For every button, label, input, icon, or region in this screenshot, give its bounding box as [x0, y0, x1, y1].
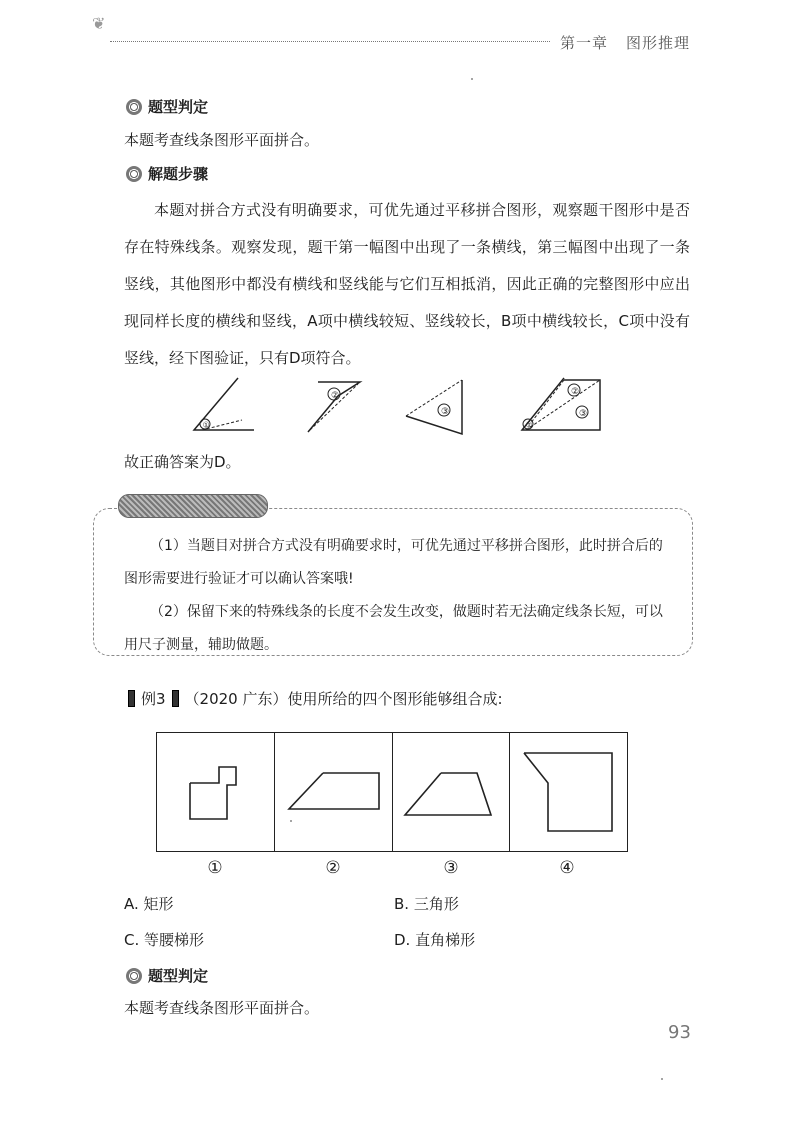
header-rule [110, 41, 550, 42]
tip-1 [124, 530, 672, 596]
type-description-2 [124, 990, 690, 1027]
running-header [560, 32, 690, 53]
figure-cell-3 [392, 733, 510, 851]
section-heading-text: 题型判定 [148, 98, 209, 116]
example-mark-left-icon [128, 690, 135, 707]
example-source: （2020 广东） [184, 690, 288, 708]
option-a[interactable]: A. 矩形 [124, 895, 174, 913]
tip-1-text: （1）当题目对拼合方式没有明确要求时，可优先通过平移拼合图形，此时拼合后的图形需要进行验证才可以确认答案哦! [124, 538, 663, 587]
option-d[interactable]: D. 直角梯形 [394, 931, 476, 949]
mini-figure-3 [406, 380, 462, 434]
section-bullet-icon [126, 166, 142, 182]
figure-label-2: ② [325, 858, 341, 878]
figure-4-shape [510, 733, 627, 851]
section-bullet-icon [126, 99, 142, 115]
mini-figure-2 [308, 382, 360, 432]
figure-cell-4 [509, 733, 627, 851]
figure-label-1: ① [207, 858, 223, 878]
example-label: 例3 [141, 690, 166, 708]
mini-label-3: ③ [441, 407, 450, 417]
section-heading-text: 题型判定 [148, 967, 209, 985]
conclusion [124, 444, 690, 481]
scan-speck [290, 820, 292, 822]
verification-figures [190, 372, 610, 442]
example-mark-right-icon [172, 690, 179, 707]
mini-label-4: ① [525, 420, 533, 430]
type-description [124, 122, 690, 159]
chapter-label: 第一章 [559, 34, 608, 52]
mini-figure-1 [194, 378, 254, 430]
section-heading-steps [126, 163, 208, 184]
example-question: 使用所给的四个图形能够组合成: [287, 690, 503, 708]
mini-label-5: ② [571, 387, 580, 397]
corner-ornament-icon: ❦ [92, 14, 106, 33]
mini-figure-combined [522, 378, 600, 430]
scan-speck [661, 1078, 663, 1080]
figure-2-shape [275, 733, 392, 851]
page-number: 93 [668, 1022, 691, 1043]
type-description-2-text: 本题考查线条图形平面拼合。 [124, 999, 320, 1017]
section-heading-type [126, 96, 208, 117]
mini-label-1: ① [202, 420, 210, 430]
option-b[interactable]: B. 三角形 [394, 895, 459, 913]
type-description-text: 本题考查线条图形平面拼合。 [124, 131, 320, 149]
solution-text: 本题对拼合方式没有明确要求，可优先通过平移拼合图形，观察题干图形中是否存在特殊线条。观察发现，题干第一幅图中出现了一条横线，第三幅图中出现了一条竖线，其他图形中都没有横线和竖线能与它们互相抵消，因此正确的完整图形中应出现同样长度的横线和竖线，A项中横线较短、竖线较长，B项中横线较长，C项中没有竖线，经下图验证，只有D项符合。 [124, 201, 690, 367]
tips-banner-icon [118, 494, 268, 518]
tip-2 [124, 596, 672, 662]
chapter-title: 图形推理 [625, 34, 690, 52]
option-c[interactable]: C. 等腰梯形 [124, 931, 205, 949]
figure-cell-1 [157, 733, 274, 851]
solution-paragraph [124, 192, 690, 377]
conclusion-text: 故正确答案为D。 [124, 453, 241, 471]
tip-2-text: （2）保留下来的特殊线条的长度不会发生改变，做题时若无法确定线条长短，可以用尺子测量，辅助做题。 [124, 604, 663, 653]
figure-1-shape [157, 733, 274, 851]
question-figure-grid [156, 732, 628, 852]
figure-label-3: ③ [443, 858, 459, 878]
section-heading-text: 解题步骤 [148, 165, 209, 183]
mini-label-2: ② [331, 391, 340, 401]
figure-label-4: ④ [559, 858, 575, 878]
section-bullet-icon [126, 968, 142, 984]
figure-3-shape [393, 733, 510, 851]
example-heading [122, 688, 503, 709]
scan-speck [471, 78, 473, 80]
section-heading-type-2 [126, 965, 208, 986]
mini-label-6: ③ [579, 409, 588, 419]
figure-cell-2 [274, 733, 392, 851]
